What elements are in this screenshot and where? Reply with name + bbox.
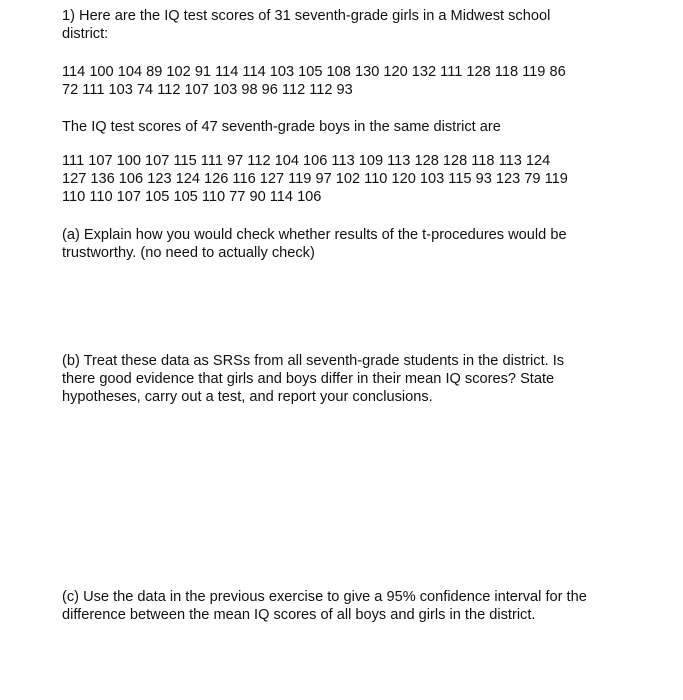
girls-scores	[62, 63, 632, 99]
part-a	[62, 226, 632, 262]
part-b-line-1: (b) Treat these data as SRSs from all seventh-grade students in the district. Is	[62, 353, 565, 369]
part-b-line-3: hypotheses, carry out a test, and report your conclusions.	[62, 389, 433, 405]
part-a-line-2: trustworthy. (no need to actually check)	[62, 245, 315, 261]
boys-scores-line-1: 111 107 100 107 115 111 97 112 104 106 113 109 113 128 128 118 113 124	[62, 153, 551, 169]
question-intro	[62, 7, 632, 43]
question-intro-line-2: district:	[62, 26, 109, 42]
boys-scores	[62, 152, 632, 206]
question-intro-line-1: 1) Here are the IQ test scores of 31 seventh-grade girls in a Midwest school	[62, 8, 551, 24]
part-c	[62, 588, 632, 624]
girls-scores-line-2: 72 111 103 74 112 107 103 98 96 112 112 93	[62, 82, 353, 98]
boys-scores-line-2: 127 136 106 123 124 126 116 127 119 97 102 110 120 103 115 93 123 79 119	[62, 171, 568, 187]
part-c-line-1: (c) Use the data in the previous exercise to give a 95% confidence interval for the	[62, 589, 587, 605]
boys-intro	[62, 118, 632, 136]
girls-scores-line-1: 114 100 104 89 102 91 114 114 103 105 108 130 120 132 111 128 118 119 86	[62, 64, 566, 80]
part-b-line-2: there good evidence that girls and boys differ in their mean IQ scores? State	[62, 371, 555, 387]
boys-intro-line: The IQ test scores of 47 seventh-grade boys in the same district are	[62, 119, 501, 135]
part-c-line-2: difference between the mean IQ scores of all boys and girls in the district.	[62, 607, 536, 623]
part-a-line-1: (a) Explain how you would check whether results of the t-procedures would be	[62, 227, 567, 243]
part-b	[62, 352, 632, 406]
boys-scores-line-3: 110 110 107 105 105 110 77 90 114 106	[62, 189, 322, 205]
